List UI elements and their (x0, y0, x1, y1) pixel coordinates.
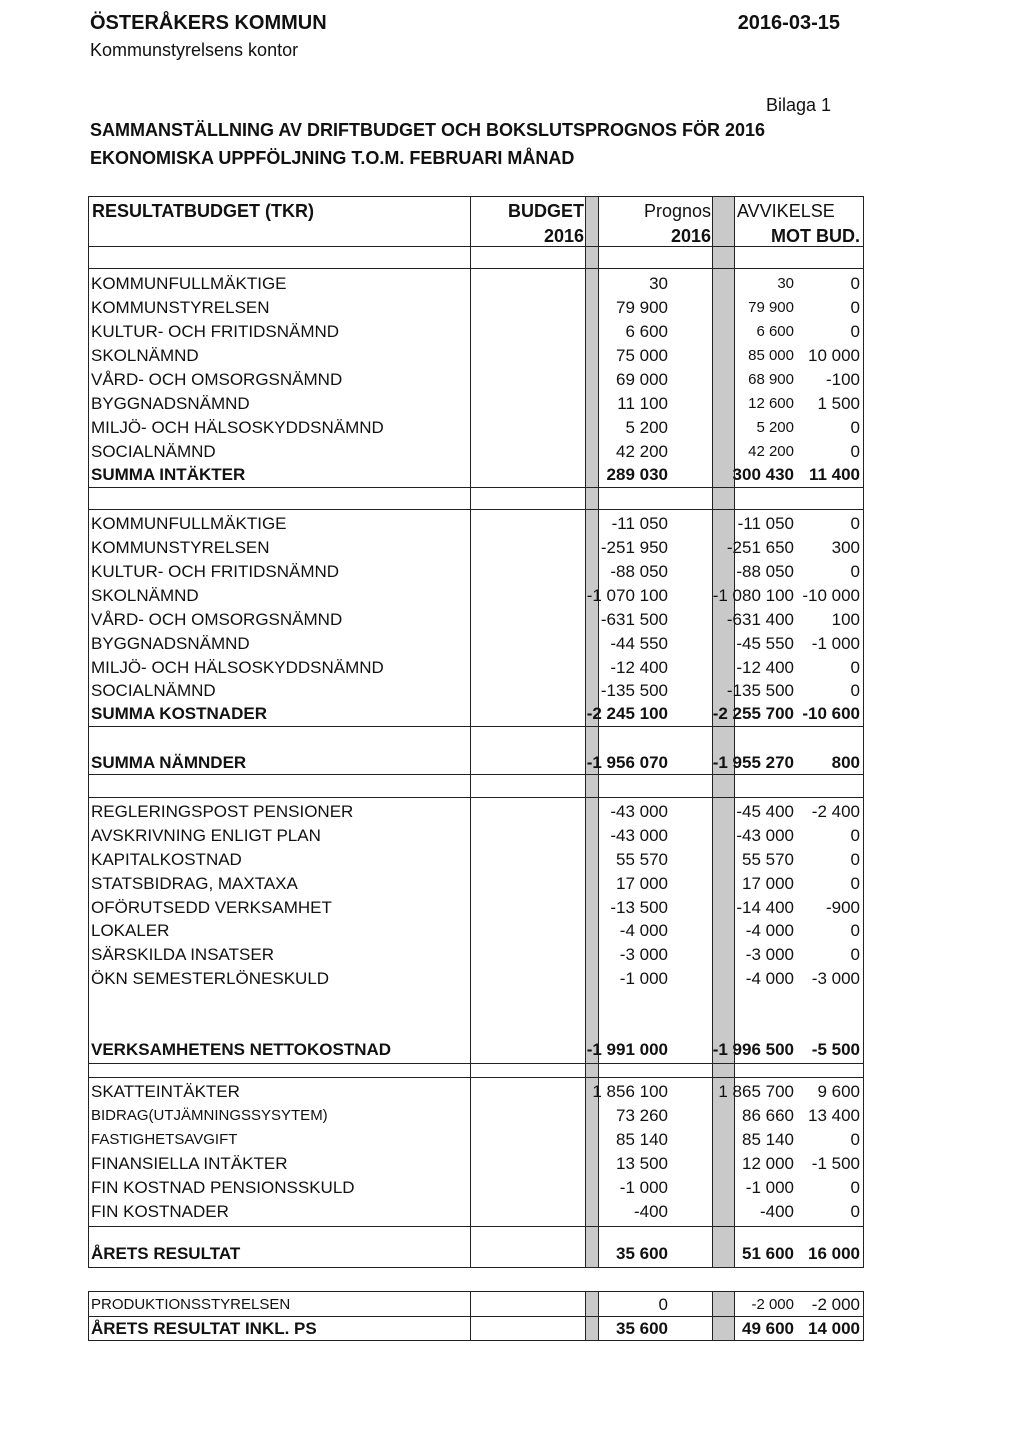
row-label: FASTIGHETSAVGIFT (91, 1131, 238, 1148)
avvikelse-value: 0 (850, 826, 860, 845)
table-row (88, 512, 864, 536)
row-label: KOMMUNFULLMÄKTIGE (91, 274, 287, 293)
budget-value: -43 000 (610, 802, 668, 821)
row-divider (88, 268, 864, 269)
budget-value: 6 600 (625, 322, 668, 341)
header-avvikelse: AVVIKELSE (737, 201, 835, 221)
row-label: KAPITALKOSTNAD (91, 850, 242, 869)
prognos-value: 85 140 (742, 1130, 794, 1149)
table-row (88, 679, 864, 703)
row-label: PRODUKTIONSSTYRELSEN (91, 1296, 291, 1313)
row-label: MILJÖ- OCH HÄLSOSKYDDSNÄMND (91, 658, 384, 677)
prognos-value: -400 (759, 1202, 794, 1221)
prognos-value: -2 000 (751, 1296, 794, 1313)
row-label: ÅRETS RESULTAT INKL. PS (91, 1319, 317, 1338)
avvikelse-value: 0 (850, 298, 860, 317)
table-row (88, 632, 864, 656)
row-label: SUMMA NÄMNDER (91, 753, 247, 772)
row-label: SKOLNÄMND (91, 586, 199, 605)
avvikelse-value: -10 000 (802, 586, 860, 605)
row-divider (88, 246, 864, 247)
prognos-value: 86 660 (742, 1106, 794, 1125)
prognos-value: -251 650 (726, 538, 794, 557)
table-row (88, 416, 864, 440)
row-label: SÄRSKILDA INSATSER (91, 945, 274, 964)
header-label-column: RESULTATBUDGET (TKR) (92, 201, 314, 221)
prognos-value: -4 000 (745, 921, 794, 940)
header-budget-year: 2016 (543, 226, 584, 246)
summa-namnder-row (88, 751, 864, 775)
header-budget: BUDGET (508, 201, 584, 221)
table-row (88, 919, 864, 943)
row-label: FINANSIELLA INTÄKTER (91, 1154, 288, 1173)
document-date: 2016-03-15 (737, 12, 840, 34)
row-label: REGLERINGSPOST PENSIONER (91, 802, 354, 821)
budget-value: 289 030 (606, 465, 668, 484)
budget-value: 0 (658, 1295, 668, 1314)
avvikelse-value: -2 000 (811, 1295, 860, 1314)
row-label: ÅRETS RESULTAT (91, 1244, 241, 1263)
avvikelse-value: 0 (850, 1130, 860, 1149)
prognos-value: 5 200 (756, 419, 794, 436)
row-label: VERKSAMHETENS NETTOKOSTNAD (91, 1040, 392, 1059)
table-row (88, 896, 864, 920)
table-row (88, 1128, 864, 1152)
prognos-value: 30 (777, 275, 794, 292)
prognos-value: 55 570 (742, 850, 794, 869)
prognos-value: 79 900 (748, 299, 794, 316)
summa-intakter-row (88, 463, 864, 487)
budget-value: 85 140 (616, 1130, 668, 1149)
row-label: SOCIALNÄMND (91, 442, 216, 461)
avvikelse-value: 0 (850, 921, 860, 940)
prognos-value: -3 000 (745, 945, 794, 964)
avvikelse-value: 0 (850, 945, 860, 964)
avvikelse-value: 0 (850, 418, 860, 437)
avvikelse-value: -2 400 (811, 802, 860, 821)
prognos-value: -45 550 (736, 634, 794, 653)
nettokostnad-row (88, 1038, 864, 1062)
table-row (88, 1080, 864, 1104)
prognos-value: 17 000 (742, 874, 794, 893)
avvikelse-value: -10 600 (802, 704, 860, 723)
avvikelse-value: 9 600 (817, 1082, 860, 1101)
budget-value: -4 000 (619, 921, 668, 940)
avvikelse-value: 13 400 (808, 1106, 860, 1125)
table-row (88, 848, 864, 872)
row-divider (88, 487, 864, 488)
header-prognos: Prognos (643, 201, 711, 221)
avvikelse-value: 0 (850, 681, 860, 700)
budget-value: -631 500 (600, 610, 668, 629)
budget-value: -1 070 100 (586, 586, 668, 605)
avvikelse-value: 0 (850, 514, 860, 533)
avvikelse-value: 800 (831, 753, 860, 772)
table-row (88, 344, 864, 368)
avvikelse-value: 100 (831, 610, 860, 629)
prognos-value: 42 200 (748, 443, 794, 460)
row-divider (88, 797, 864, 798)
document-title: SAMMANSTÄLLNING AV DRIFTBUDGET OCH BOKSLUTSPROGNOS FÖR 2016 (90, 120, 766, 140)
table-row (88, 1200, 864, 1224)
table-row (88, 1104, 864, 1128)
budget-value: 5 200 (625, 418, 668, 437)
table-row (88, 1176, 864, 1200)
table-row (88, 800, 864, 824)
prognos-value: -4 000 (745, 969, 794, 988)
header-prognos-year: 2016 (670, 226, 711, 246)
table-row (88, 272, 864, 296)
attachment-label: Bilaga 1 (765, 95, 831, 115)
row-label: LOKALER (91, 921, 170, 940)
prognos-value: 12 600 (748, 395, 794, 412)
budget-value: 73 260 (616, 1106, 668, 1125)
budget-value: -1 000 (619, 969, 668, 988)
budget-value: 11 100 (617, 394, 668, 413)
prognos-value: 68 900 (748, 371, 794, 388)
row-divider (88, 509, 864, 510)
budget-value: -251 950 (600, 538, 668, 557)
avvikelse-value: 0 (850, 1178, 860, 1197)
row-divider (88, 1226, 864, 1227)
table-row (88, 967, 864, 991)
prognos-value: -1 996 500 (712, 1040, 794, 1059)
prognos-value: -14 400 (736, 898, 794, 917)
budget-value: -3 000 (619, 945, 668, 964)
budget-value: 69 000 (616, 370, 668, 389)
table-row (88, 584, 864, 608)
table-row (88, 296, 864, 320)
avvikelse-value: -100 (825, 370, 860, 389)
row-label: ÖKN SEMESTERLÖNESKULD (91, 969, 330, 988)
budget-value: -1 956 070 (586, 753, 668, 772)
table-row (88, 824, 864, 848)
budget-value: 79 900 (616, 298, 668, 317)
prognos-value: -2 255 700 (712, 704, 794, 723)
row-label: FIN KOSTNADER (91, 1202, 229, 1221)
row-label: BYGGNADSNÄMND (91, 634, 250, 653)
budget-value: 55 570 (616, 850, 668, 869)
budget-value: -1 991 000 (586, 1040, 668, 1059)
budget-value: 35 600 (616, 1244, 668, 1263)
row-label: SKATTEINTÄKTER (91, 1082, 240, 1101)
avvikelse-value: 0 (850, 322, 860, 341)
table-row (88, 320, 864, 344)
prognos-value: -88 050 (736, 562, 794, 581)
prognos-value: 49 600 (742, 1319, 794, 1338)
avvikelse-value: -1 500 (811, 1154, 860, 1173)
avvikelse-value: 0 (850, 274, 860, 293)
table-row (88, 656, 864, 680)
table-row (88, 440, 864, 464)
prognos-value: 12 000 (742, 1154, 794, 1173)
prognos-value: 1 865 700 (718, 1082, 794, 1101)
row-label: MILJÖ- OCH HÄLSOSKYDDSNÄMND (91, 418, 384, 437)
avvikelse-value: 1 500 (817, 394, 860, 413)
avvikelse-value: 300 (831, 538, 860, 557)
row-divider (88, 726, 864, 727)
budget-value: -11 050 (611, 514, 668, 533)
budget-value: -2 245 100 (586, 704, 668, 723)
budget-value: 13 500 (616, 1154, 668, 1173)
prognos-value: -43 000 (736, 826, 794, 845)
avvikelse-value: -3 000 (811, 969, 860, 988)
avvikelse-value: 0 (850, 442, 860, 461)
row-label: VÅRD- OCH OMSORGSNÄMND (91, 370, 343, 389)
budget-value: 75 000 (616, 346, 668, 365)
avvikelse-value: 0 (850, 562, 860, 581)
avvikelse-value: -900 (825, 898, 860, 917)
document-subtitle: EKONOMISKA UPPFÖLJNING T.O.M. FEBRUARI MÅNAD (90, 148, 575, 168)
table-row (88, 608, 864, 632)
row-label: KOMMUNSTYRELSEN (91, 538, 270, 557)
avvikelse-value: -1 000 (811, 634, 860, 653)
budget-value: 35 600 (616, 1319, 668, 1338)
department-name: Kommunstyrelsens kontor (90, 40, 299, 60)
prognos-value: -1 000 (745, 1178, 794, 1197)
budget-value: -12 400 (610, 658, 668, 677)
row-label: STATSBIDRAG, MAXTAXA (91, 874, 298, 893)
budget-value: -44 550 (610, 634, 668, 653)
row-label: BIDRAG(UTJÄMNINGSSYSYTEM) (91, 1107, 328, 1124)
avvikelse-value: 11 400 (808, 465, 860, 484)
row-label: SKOLNÄMND (91, 346, 199, 365)
row-divider (88, 1063, 864, 1064)
prognos-value: -12 400 (736, 658, 794, 677)
budget-value: 42 200 (616, 442, 668, 461)
prognos-value: -135 500 (726, 681, 794, 700)
arets-resultat-ps-row (88, 1317, 864, 1341)
row-divider (88, 1077, 864, 1078)
produktion-row (88, 1293, 864, 1317)
table-row (88, 1152, 864, 1176)
budget-value: 1 856 100 (592, 1082, 668, 1101)
table-row (88, 943, 864, 967)
row-label: SUMMA KOSTNADER (91, 704, 267, 723)
avvikelse-value: 16 000 (808, 1244, 860, 1263)
budget-value: -400 (633, 1202, 668, 1221)
table-row (88, 392, 864, 416)
table-row (88, 368, 864, 392)
row-label: FIN KOSTNAD PENSIONSSKULD (91, 1178, 355, 1197)
avvikelse-value: 10 000 (808, 346, 860, 365)
header-mot-bud: MOT BUD. (771, 226, 860, 246)
avvikelse-value: -5 500 (811, 1040, 860, 1059)
prognos-value: -1 955 270 (712, 753, 794, 772)
budget-value: -13 500 (610, 898, 668, 917)
row-label: AVSKRIVNING ENLIGT PLAN (91, 826, 321, 845)
avvikelse-value: 14 000 (808, 1319, 860, 1338)
budget-value: -43 000 (610, 826, 668, 845)
row-label: VÅRD- OCH OMSORGSNÄMND (91, 610, 343, 629)
table-row (88, 560, 864, 584)
avvikelse-value: 0 (850, 1202, 860, 1221)
budget-value: -1 000 (619, 1178, 668, 1197)
row-label: OFÖRUTSEDD VERKSAMHET (91, 898, 332, 917)
row-label: KOMMUNFULLMÄKTIGE (91, 514, 287, 533)
table-row (88, 872, 864, 896)
prognos-value: 51 600 (742, 1244, 794, 1263)
avvikelse-value: 0 (850, 874, 860, 893)
prognos-value: 6 600 (756, 323, 794, 340)
budget-value: 30 (649, 274, 668, 293)
prognos-value: -45 400 (736, 802, 794, 821)
prognos-value: 300 430 (732, 465, 794, 484)
table-row (88, 536, 864, 560)
row-label: KOMMUNSTYRELSEN (91, 298, 270, 317)
prognos-value: -11 050 (737, 514, 794, 533)
budget-value: -88 050 (610, 562, 668, 581)
organization-name: ÖSTERÅKERS KOMMUN (90, 12, 327, 34)
prognos-value: -1 080 100 (712, 586, 794, 605)
row-label: KULTUR- OCH FRITIDSNÄMND (91, 562, 340, 581)
row-label: SUMMA INTÄKTER (91, 465, 246, 484)
row-label: BYGGNADSNÄMND (91, 394, 250, 413)
row-label: SOCIALNÄMND (91, 681, 216, 700)
budget-value: 17 000 (616, 874, 668, 893)
avvikelse-value: 0 (850, 850, 860, 869)
prognos-value: -631 400 (726, 610, 794, 629)
row-label: KULTUR- OCH FRITIDSNÄMND (91, 322, 340, 341)
arets-resultat-row (88, 1242, 864, 1266)
prognos-value: 85 000 (748, 347, 794, 364)
budget-value: -135 500 (600, 681, 668, 700)
summa-kostnader-row (88, 702, 864, 726)
avvikelse-value: 0 (850, 658, 860, 677)
